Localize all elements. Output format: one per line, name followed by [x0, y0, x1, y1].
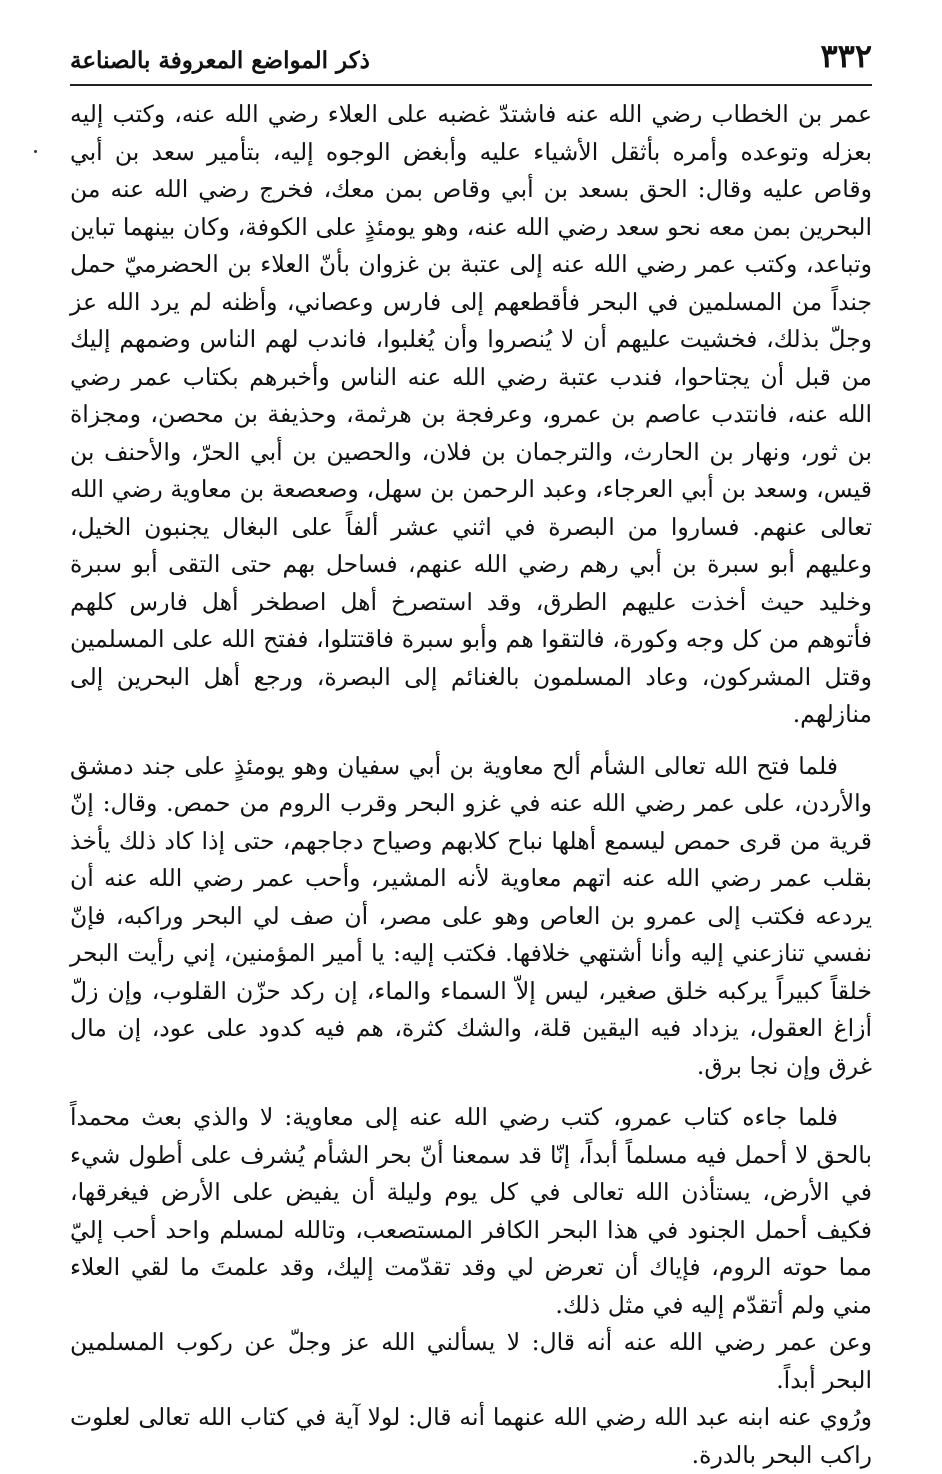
page-number: ٣٣٢ [820, 37, 872, 75]
running-title: ذكر المواضع المعروفة بالصناعة [70, 47, 370, 74]
paragraph-continuation: عمر بن الخطاب رضي الله عنه فاشتدّ غضبه على العلاء رضي الله عنه، وكتب إليه بعزله وتوعده وأمره بأثقل الأشياء عليه وأبغض الوجوه إليه، بتأمير سعد بن أبي وقاص عليه وقال: الحق بسعد بن أبي وقاص بمن معك، فخرج رضي الله عنه من البحرين بمن معه نحو سعد رضي الله عنه، وهو يومئذٍ على الكوفة، وكان بينهما تباين وتباعد، وكتب عمر رضي الله عنه إلى عتبة بن غزوان بأنّ العلاء بن الحضرميّ حمل جنداً من المسلمين في البحر فأقطعهم إلى فارس وعصاني، وأظنه لم يرد الله عز وجلّ بذلك، فخشيت عليهم أن لا يُنصروا وأن يُغلبوا، فاندب لهم الناس وضمهم إليك من قبل أن يجتاحوا، فندب عتبة رضي الله عنه الناس وأخبرهم بكتاب عمر رضي الله عنه، فانتدب عاصم بن عمرو، وعرفجة بن هرثمة، وحذيفة بن محصن، ومجزاة بن ثور، ونهار بن الحارث، والترجمان بن فلان، والحصين بن أبي الحرّ، والأحنف بن قيس، وسعد بن أبي العرجاء، وعبد الرحمن بن سهل، وصعصعة بن معاوية رضي الله تعالى عنهم. فساروا من البصرة في اثني عشر ألفاً على البغال يجنبون الخيل، وعليهم أبو سبرة بن أبي رهم رضي الله عنهم، فساحل بهم حتى التقى أبو سبرة وخليد حيث أخذت عليهم الطرق، وقد استصرخ أهل اصطخر أهل فارس كلهم فأتوهم من كل وجه وكورة، فالتقوا هم وأبو سبرة فاقتتلوا، ففتح الله على المسلمين وقتل المشركون، وعاد المسلمون بالغنائم إلى البصرة، ورجع أهل البحرين إلى منازلهم. [70, 100, 872, 728]
paragraph-umar-letter: فلما جاءه كتاب عمرو، كتب رضي الله عنه إلى معاوية: لا والذي بعث محمداً بالحق لا أحمل فيه مسلماً أبداً، إنّا قد سمعنا أنّ بحر الشأم يُشرف على أطول شيء في الأرض، يستأذن الله تعالى في كل يوم وليلة أن يفيض على الأرض فيغرقها، فكيف أحمل الجنود في هذا البحر الكافر المستصعب، وتالله لمسلم واحد أحب إليّ مما حوته الروم، فإياك أن تعرض لي وقد تقدّمت إليك، وقد علمتَ ما لقي العلاء مني ولم أتقدّم إليه في مثل ذلك. [70, 1103, 872, 1319]
page-body [70, 96, 872, 1474]
scan-speck [34, 150, 37, 153]
paragraph-umar-saying: وعن عمر رضي الله عنه أنه قال: لا يسألني الله عز وجلّ عن ركوب المسلمين البحر أبداً. [70, 1328, 872, 1394]
paragraph-abdullah-narration: ورُوي عنه ابنه عبد الله رضي الله عنهما أنه قال: لولا آية في كتاب الله تعالى لعلوت راكب البحر بالدرة. [70, 1403, 872, 1469]
page-header [70, 32, 872, 86]
paragraph-sham-conquest: فلما فتح الله تعالى الشأم ألح معاوية بن أبي سفيان وهو يومئذٍ على جند دمشق والأردن، على عمر رضي الله عنه في غزو البحر وقرب الروم من حمص. وقال: إنّ قرية من قرى حمص ليسمع أهلها نباح كلابهم وصياح دجاجهم، حتى إذا كاد ذلك يأخذ بقلب عمر رضي الله عنه اتهم معاوية لأنه المشير، وأحب عمر رضي الله عنه أن يردعه فكتب إلى عمرو بن العاص وهو على مصر، أن صف لي البحر وراكبه، فإنّ نفسي تنازعني إليه وأنا أشتهي خلافها. فكتب إليه: يا أمير المؤمنين، إني رأيت البحر خلقاً كبيراً يركبه خلق صغير، ليس إلاّ السماء والماء، إن ركد حزّن القلوب، وإن زلّ أزاغ العقول، يزداد فيه اليقين قلة، والشك كثرة، هم فيه كدود على عود، إن مال غرق وإن نجا برق. [70, 751, 872, 1080]
